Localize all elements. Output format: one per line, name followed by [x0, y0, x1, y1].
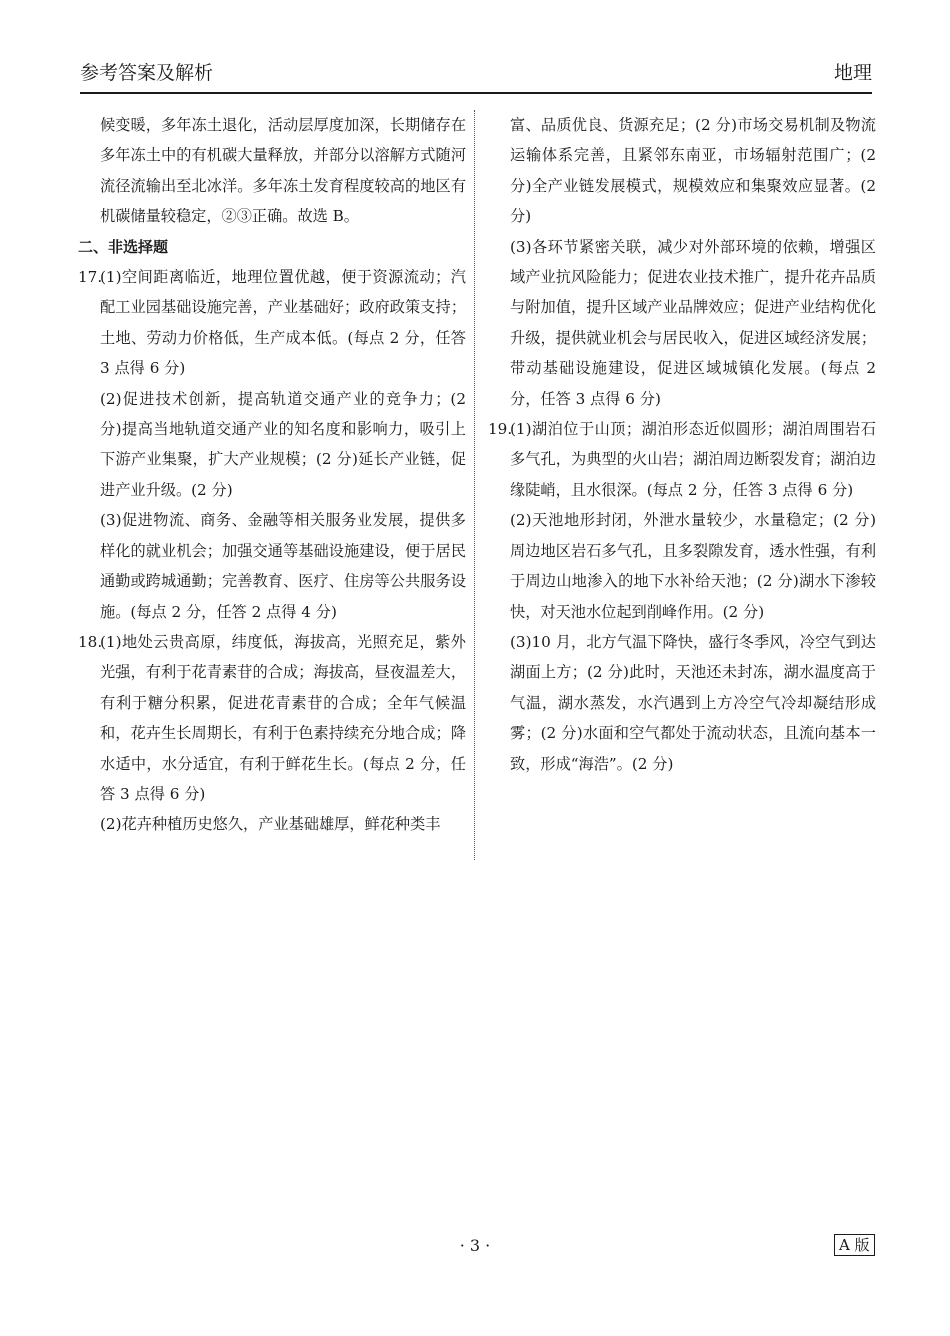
q19-part1	[488, 414, 876, 505]
q17-part3: (3)促进物流、商务、金融等相关服务业发展，提供多样化的就业机会；加强交通等基础设施建设，便于居民通勤或跨城通勤；完善教育、医疗、住房等公共服务设施。(每点 2 分，任答 2 点得 4 分)	[100, 511, 466, 621]
question-19	[488, 414, 876, 779]
q19-part3: (3)10 月，北方气温下降快，盛行冬季风，冷空气到达湖面上方；(2 分)此时，天池还未封冻，湖水温度高于气温，湖水蒸发，水汽遇到上方冷空气冷却凝结形成雾；(2 分)水面和空气都处于流动状态，且流向基本一致，形成“海浩”。(2 分)	[510, 632, 876, 773]
q18-part3: (3)各环节紧密关联，减少对外部环境的依赖，增强区域产业抗风险能力；促进农业技术推广，提升花卉品质与附加值，提升区域产业品牌效应；促进产业结构优化升级，提供就业机会与居民收入，促进区域经济发展；带动基础设施建设，促进区域城镇化发展。(每点 2 分，任答 3 点得 6 分)	[510, 237, 876, 408]
q18-part2-start: (2)花卉种植历史悠久，产业基础雄厚，鲜花种类丰	[100, 815, 441, 834]
header-title: 参考答案及解析	[80, 62, 214, 84]
q17-part1	[78, 262, 466, 384]
q17-number: 17.	[78, 268, 103, 287]
q18-number: 18.	[78, 632, 103, 651]
question-17	[78, 262, 466, 627]
left-column	[78, 110, 466, 840]
column-divider	[474, 110, 475, 860]
page-header	[80, 58, 872, 94]
q18-part1	[78, 627, 466, 809]
right-column	[488, 110, 876, 779]
q17-part2: (2)促进技术创新，提高轨道交通产业的竞争力；(2 分)提高当地轨道交通产业的知名度和影响力，吸引上下游产业集聚，扩大产业规模；(2 分)延长产业链，促进产业升级。(2 分)	[100, 389, 466, 499]
question-18	[78, 627, 466, 840]
prev-answer-continuation: 候变暖，多年冻土退化，活动层厚度加深，长期储存在多年冻土中的有机碳大量释放，并部分以溶解方式随河流径流输出至北冰洋。多年冻土发育程度较高的地区有机碳储量较稳定，②③正确。故选 B。	[100, 116, 466, 226]
q19-p1-text: (1)湖泊位于山顶；湖泊形态近似圆形；湖泊周围岩石多气孔，为典型的火山岩；湖泊周边断裂发育；湖泊边缘陡峭，且水很深。(每点 2 分，任答 3 点得 6 分)	[510, 420, 876, 499]
page-number: · 3 ·	[459, 1236, 491, 1255]
q19-number: 19.	[488, 420, 513, 439]
header-rule	[80, 92, 872, 94]
q18-p1-text: (1)地处云贵高原，纬度低，海拔高，光照充足，紫外光强，有利于花青素苷的合成；海拔高，昼夜温差大，有利于糖分积累，促进花青素苷的合成；全年气候温和，花卉生长周期长，有利于色素持续充分地合成；降水适中，水分适宜，有利于鲜花生长。(每点 2 分，任答 3 点得 6 分)	[100, 632, 466, 803]
q18-part2-continuation: 富、品质优良、货源充足；(2 分)市场交易机制及物流运输体系完善，且紧邻东南亚，市场辐射范围广；(2 分)全产业链发展模式，规模效应和集聚效应显著。(2 分)	[510, 116, 876, 226]
q19-part2: (2)天池地形封闭，外泄水量较少，水量稳定；(2 分)周边地区岩石多气孔，且多裂隙发育，透水性强，有利于周边山地渗入的地下水补给天池；(2 分)湖水下渗较快，对天池水位起到削峰作用。(2 分)	[510, 511, 876, 621]
edition-badge: A 版	[834, 1234, 875, 1256]
q17-p1-text: (1)空间距离临近，地理位置优越，便于资源流动；汽配工业园基础设施完善，产业基础好；政府政策支持；土地、劳动力价格低，生产成本低。(每点 2 分，任答 3 点得 6 分)	[100, 268, 466, 378]
header-subject: 地理	[833, 62, 872, 84]
section-heading: 二、非选择题	[78, 237, 169, 256]
